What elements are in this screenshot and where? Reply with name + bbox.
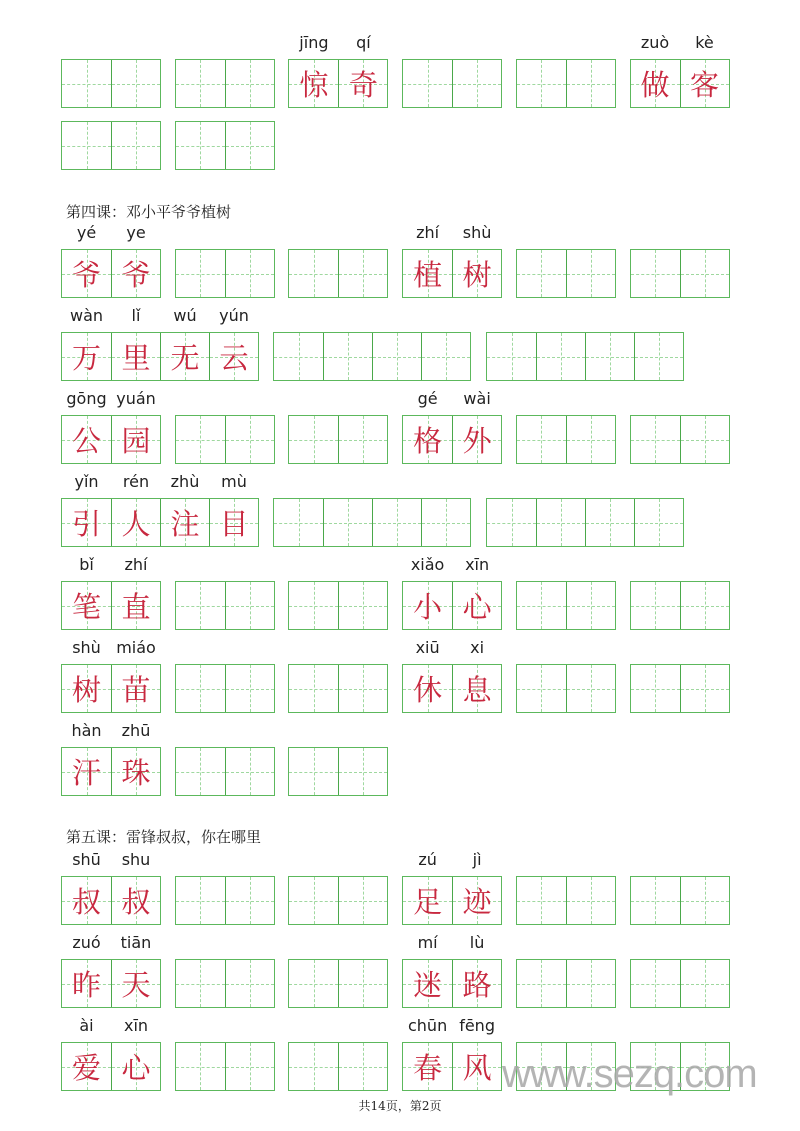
pinyin: shù xyxy=(462,223,492,242)
character: 小 xyxy=(413,590,443,624)
tianzige-cell xyxy=(111,1016,160,1090)
character: 树 xyxy=(71,673,101,707)
character: 园 xyxy=(121,424,151,458)
character: 叔 xyxy=(71,885,101,919)
word-grid xyxy=(61,850,161,925)
tianzige-cell xyxy=(403,933,452,1007)
pinyin: shū xyxy=(72,850,101,869)
character: 云 xyxy=(219,341,249,375)
character: 息 xyxy=(462,673,492,707)
blank-practice-grid xyxy=(630,249,730,298)
blank-practice-grid xyxy=(175,249,275,298)
tianzige-cell xyxy=(631,960,680,1007)
tianzige-cell xyxy=(225,250,274,297)
pinyin: xi xyxy=(470,638,485,657)
pinyin: yún xyxy=(219,306,249,325)
tianzige-cell xyxy=(680,877,729,924)
tianzige-cell xyxy=(111,933,160,1007)
character: 公 xyxy=(71,424,101,458)
word-grid xyxy=(61,555,161,630)
character: 心 xyxy=(121,1051,151,1085)
tianzige-cell xyxy=(517,665,566,712)
tianzige-cell xyxy=(62,638,111,712)
tianzige-cell xyxy=(209,306,258,380)
pinyin: zuò xyxy=(640,33,670,52)
tianzige-cell xyxy=(338,665,387,712)
character: 万 xyxy=(71,341,101,375)
blank-practice-grid xyxy=(273,332,471,381)
tianzige-cell xyxy=(176,748,225,795)
character: 春 xyxy=(413,1051,443,1085)
pinyin: shu xyxy=(121,850,151,869)
word-grid xyxy=(402,555,502,630)
tianzige-cell xyxy=(680,416,729,463)
tianzige-cell xyxy=(176,416,225,463)
tianzige-cell xyxy=(289,877,338,924)
pinyin: xīn xyxy=(465,555,490,574)
tianzige-cell xyxy=(225,416,274,463)
character: 足 xyxy=(413,885,443,919)
tianzige-cell xyxy=(289,416,338,463)
tianzige-cell xyxy=(111,721,160,795)
tianzige-cell xyxy=(62,60,111,107)
word-grid xyxy=(61,472,259,547)
tianzige-cell xyxy=(680,33,729,107)
tianzige-cell xyxy=(62,306,111,380)
word-grid xyxy=(630,33,730,108)
blank-practice-grid xyxy=(288,664,388,713)
pinyin: zú xyxy=(418,850,437,869)
tianzige-cell xyxy=(566,582,615,629)
blank-practice-grid xyxy=(175,415,275,464)
pinyin: jì xyxy=(472,850,482,869)
tianzige-cell xyxy=(403,60,452,107)
character: 珠 xyxy=(121,756,151,790)
blank-practice-grid xyxy=(175,959,275,1008)
tianzige-cell xyxy=(111,60,160,107)
character: 叔 xyxy=(121,885,151,919)
blank-practice-grid xyxy=(516,415,616,464)
blank-practice-grid xyxy=(288,959,388,1008)
tianzige-cell xyxy=(62,555,111,629)
character: 汗 xyxy=(71,756,101,790)
tianzige-cell xyxy=(62,850,111,924)
word-grid xyxy=(61,306,259,381)
tianzige-cell xyxy=(421,499,470,546)
tianzige-cell xyxy=(566,960,615,1007)
character: 注 xyxy=(170,507,200,541)
blank-practice-grid xyxy=(516,664,616,713)
tianzige-cell xyxy=(338,33,387,107)
tianzige-cell xyxy=(421,333,470,380)
character: 迷 xyxy=(413,968,443,1002)
word-grid xyxy=(61,389,161,464)
tianzige-cell xyxy=(176,60,225,107)
watermark: www.sezq.com xyxy=(502,1052,757,1096)
tianzige-cell xyxy=(566,250,615,297)
tianzige-cell xyxy=(452,1016,501,1090)
blank-practice-grid xyxy=(402,59,502,108)
blank-practice-grid xyxy=(630,581,730,630)
character: 引 xyxy=(71,507,101,541)
tianzige-cell xyxy=(517,416,566,463)
character: 人 xyxy=(121,507,151,541)
tianzige-cell xyxy=(452,850,501,924)
blank-practice-grid xyxy=(175,581,275,630)
pinyin: chūn xyxy=(407,1016,448,1035)
blank-practice-grid xyxy=(630,664,730,713)
character: 奇 xyxy=(348,68,378,102)
character: 目 xyxy=(219,507,249,541)
tianzige-cell xyxy=(403,389,452,463)
tianzige-cell xyxy=(536,499,585,546)
tianzige-cell xyxy=(338,960,387,1007)
tianzige-cell xyxy=(680,582,729,629)
tianzige-cell xyxy=(111,223,160,297)
blank-practice-grid xyxy=(61,59,161,108)
tianzige-cell xyxy=(289,748,338,795)
tianzige-cell xyxy=(62,122,111,169)
blank-practice-grid xyxy=(175,876,275,925)
tianzige-cell xyxy=(403,850,452,924)
tianzige-cell xyxy=(452,638,501,712)
word-grid xyxy=(61,638,161,713)
pinyin: ài xyxy=(79,1016,94,1035)
tianzige-cell xyxy=(566,416,615,463)
tianzige-cell xyxy=(176,960,225,1007)
pinyin: zuó xyxy=(72,933,101,952)
tianzige-cell xyxy=(225,1043,274,1090)
tianzige-cell xyxy=(452,223,501,297)
tianzige-cell xyxy=(323,333,372,380)
tianzige-cell xyxy=(111,122,160,169)
blank-practice-grid xyxy=(288,249,388,298)
character: 路 xyxy=(462,968,492,1002)
tianzige-cell xyxy=(372,333,421,380)
tianzige-cell xyxy=(289,250,338,297)
pinyin: wàn xyxy=(69,306,104,325)
pinyin: ye xyxy=(126,223,146,242)
word-grid xyxy=(61,1016,161,1091)
pinyin: bǐ xyxy=(79,555,94,574)
page-footer: 共14页，第2页 xyxy=(358,1099,442,1113)
pinyin: tiān xyxy=(120,933,152,952)
tianzige-cell xyxy=(289,33,338,107)
pinyin: gé xyxy=(417,389,438,408)
tianzige-cell xyxy=(111,638,160,712)
tianzige-cell xyxy=(225,960,274,1007)
character: 风 xyxy=(462,1051,492,1085)
character: 外 xyxy=(462,424,492,458)
tianzige-cell xyxy=(566,877,615,924)
tianzige-cell xyxy=(487,333,536,380)
blank-practice-grid xyxy=(288,876,388,925)
tianzige-cell xyxy=(176,1043,225,1090)
blank-practice-grid xyxy=(516,959,616,1008)
tianzige-cell xyxy=(403,555,452,629)
tianzige-cell xyxy=(62,389,111,463)
tianzige-cell xyxy=(176,122,225,169)
tianzige-cell xyxy=(536,333,585,380)
tianzige-cell xyxy=(289,1043,338,1090)
character: 昨 xyxy=(71,968,101,1002)
blank-practice-grid xyxy=(175,1042,275,1091)
tianzige-cell xyxy=(680,250,729,297)
pinyin: jīng xyxy=(299,33,329,52)
tianzige-cell xyxy=(566,665,615,712)
blank-practice-grid xyxy=(516,876,616,925)
tianzige-cell xyxy=(274,333,323,380)
tianzige-cell xyxy=(517,60,566,107)
blank-practice-grid xyxy=(486,498,684,547)
character: 爷 xyxy=(71,258,101,292)
blank-practice-grid xyxy=(175,747,275,796)
pinyin: zhù xyxy=(170,472,200,491)
blank-practice-grid xyxy=(630,959,730,1008)
tianzige-cell xyxy=(631,665,680,712)
pinyin: kè xyxy=(695,33,714,52)
blank-practice-grid xyxy=(288,1042,388,1091)
tianzige-cell xyxy=(338,877,387,924)
word-grid xyxy=(61,223,161,298)
tianzige-cell xyxy=(225,748,274,795)
blank-practice-grid xyxy=(516,581,616,630)
tianzige-cell xyxy=(225,122,274,169)
pinyin: wài xyxy=(463,389,491,408)
tianzige-cell xyxy=(62,223,111,297)
pinyin: miáo xyxy=(116,638,156,657)
tianzige-cell xyxy=(403,1016,452,1090)
character: 惊 xyxy=(299,68,329,102)
character: 休 xyxy=(413,673,443,707)
pinyin: zhū xyxy=(121,721,151,740)
tianzige-cell xyxy=(680,665,729,712)
word-grid xyxy=(402,638,502,713)
word-grid xyxy=(402,223,502,298)
character: 天 xyxy=(121,968,151,1002)
character: 里 xyxy=(121,341,151,375)
tianzige-cell xyxy=(338,250,387,297)
tianzige-cell xyxy=(323,499,372,546)
pinyin: mí xyxy=(417,933,438,952)
pinyin: qí xyxy=(356,33,371,52)
blank-practice-grid xyxy=(288,581,388,630)
tianzige-cell xyxy=(631,582,680,629)
tianzige-cell xyxy=(62,472,111,546)
character: 心 xyxy=(462,590,492,624)
pinyin: fēng xyxy=(459,1016,495,1035)
tianzige-cell xyxy=(631,250,680,297)
blank-practice-grid xyxy=(175,59,275,108)
tianzige-cell xyxy=(631,33,680,107)
tianzige-cell xyxy=(176,877,225,924)
tianzige-cell xyxy=(225,665,274,712)
tianzige-cell xyxy=(289,960,338,1007)
pinyin: yǐn xyxy=(74,472,99,491)
character: 笔 xyxy=(71,590,101,624)
pinyin: rén xyxy=(122,472,150,491)
tianzige-cell xyxy=(176,250,225,297)
pinyin: gōng xyxy=(66,389,107,408)
pinyin: lǐ xyxy=(131,306,141,325)
tianzige-cell xyxy=(176,582,225,629)
tianzige-cell xyxy=(62,1016,111,1090)
tianzige-cell xyxy=(338,582,387,629)
word-grid xyxy=(61,721,161,796)
blank-practice-grid xyxy=(288,747,388,796)
pinyin: xiū xyxy=(415,638,440,657)
pinyin: xīn xyxy=(123,1016,149,1035)
pinyin: yuán xyxy=(116,389,156,408)
blank-practice-grid xyxy=(288,415,388,464)
tianzige-cell xyxy=(517,582,566,629)
tianzige-cell xyxy=(160,472,209,546)
tianzige-cell xyxy=(452,933,501,1007)
tianzige-cell xyxy=(403,638,452,712)
tianzige-cell xyxy=(62,721,111,795)
tianzige-cell xyxy=(372,499,421,546)
blank-practice-grid xyxy=(486,332,684,381)
tianzige-cell xyxy=(338,1043,387,1090)
tianzige-cell xyxy=(452,60,501,107)
tianzige-cell xyxy=(517,877,566,924)
tianzige-cell xyxy=(111,306,160,380)
character: 客 xyxy=(689,68,719,102)
tianzige-cell xyxy=(338,416,387,463)
blank-practice-grid xyxy=(175,121,275,170)
pinyin: mù xyxy=(221,472,247,491)
character: 爱 xyxy=(71,1051,101,1085)
character: 苗 xyxy=(121,673,151,707)
tianzige-cell xyxy=(634,333,683,380)
word-grid xyxy=(402,1016,502,1091)
blank-practice-grid xyxy=(273,498,471,547)
tianzige-cell xyxy=(517,960,566,1007)
character: 无 xyxy=(170,341,200,375)
character: 格 xyxy=(413,424,443,458)
pinyin: zhí xyxy=(124,555,148,574)
character: 爷 xyxy=(121,258,151,292)
tianzige-cell xyxy=(160,306,209,380)
tianzige-cell xyxy=(289,665,338,712)
tianzige-cell xyxy=(111,850,160,924)
tianzige-cell xyxy=(225,582,274,629)
character: 植 xyxy=(413,258,443,292)
tianzige-cell xyxy=(225,60,274,107)
tianzige-cell xyxy=(225,877,274,924)
word-grid xyxy=(402,933,502,1008)
tianzige-cell xyxy=(631,416,680,463)
tianzige-cell xyxy=(680,960,729,1007)
tianzige-cell xyxy=(631,877,680,924)
pinyin: lù xyxy=(469,933,485,952)
tianzige-cell xyxy=(274,499,323,546)
tianzige-cell xyxy=(209,472,258,546)
tianzige-cell xyxy=(111,472,160,546)
tianzige-cell xyxy=(452,555,501,629)
pinyin: shù xyxy=(72,638,101,657)
lesson-title: 第五课：雷锋叔叔，你在哪里 xyxy=(66,828,262,846)
character: 做 xyxy=(640,68,670,102)
blank-practice-grid xyxy=(516,59,616,108)
pinyin: yé xyxy=(76,223,97,242)
blank-practice-grid xyxy=(175,664,275,713)
tianzige-cell xyxy=(487,499,536,546)
pinyin: xiǎo xyxy=(410,555,445,574)
tianzige-cell xyxy=(585,333,634,380)
tianzige-cell xyxy=(176,665,225,712)
tianzige-cell xyxy=(111,555,160,629)
word-grid xyxy=(402,389,502,464)
tianzige-cell xyxy=(403,223,452,297)
tianzige-cell xyxy=(111,389,160,463)
tianzige-cell xyxy=(62,933,111,1007)
tianzige-cell xyxy=(566,60,615,107)
tianzige-cell xyxy=(517,250,566,297)
word-grid xyxy=(61,933,161,1008)
blank-practice-grid xyxy=(630,415,730,464)
blank-practice-grid xyxy=(630,876,730,925)
character: 直 xyxy=(121,590,151,624)
blank-practice-grid xyxy=(516,249,616,298)
tianzige-cell xyxy=(289,582,338,629)
pinyin: zhí xyxy=(416,223,440,242)
pinyin: hàn xyxy=(71,721,102,740)
lesson-title: 第四课：邓小平爷爷植树 xyxy=(66,203,232,221)
character: 树 xyxy=(462,258,492,292)
tianzige-cell xyxy=(585,499,634,546)
tianzige-cell xyxy=(338,748,387,795)
word-grid xyxy=(288,33,388,108)
tianzige-cell xyxy=(452,389,501,463)
blank-practice-grid xyxy=(61,121,161,170)
tianzige-cell xyxy=(634,499,683,546)
character: 迹 xyxy=(462,885,492,919)
pinyin: wú xyxy=(173,306,197,325)
word-grid xyxy=(402,850,502,925)
